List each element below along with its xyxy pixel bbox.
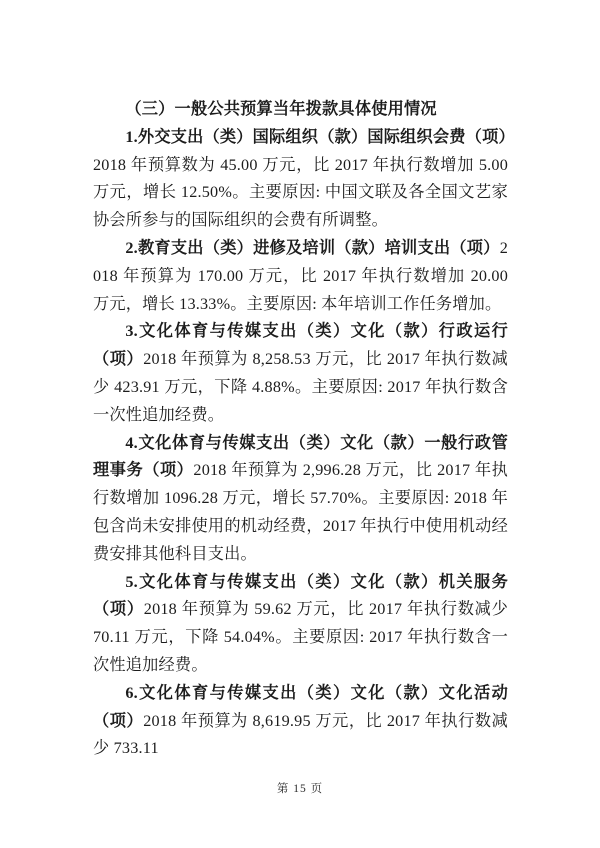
budget-item-paragraph-3 [93,318,508,429]
budget-item-paragraph-1 [93,124,515,235]
budget-item-4-body: 2018 年预算为 2,996.28 万元，比 2017 年执行数增加 1096.28 万元，增长 57.70%。主要原因: 2018 年包含尚未安排使用的机动经费，2017 年执行中使用机动经费安排其他科目支出。 [93,461,509,563]
budget-item-5-title: 5.文化体育与传媒支出（类）文化（款）机关服务（项） [93,572,508,619]
budget-item-1-title: 1.外交支出（类）国际组织（款）国际组织会费（项） [125,127,515,146]
budget-item-2-body: 2018 年预算为 170.00 万元，比 2017 年执行数增加 20.00 万元，增长 13.33%。主要原因: 本年培训工作任务增加。 [93,238,508,313]
budget-item-paragraph-4 [93,430,508,569]
budget-item-paragraph-2 [93,235,508,318]
budget-item-5-body: 2018 年预算为 59.62 万元，比 2017 年执行数减少 70.11 万元，下降 54.04%。主要原因: 2017 年执行数含一次性追加经费。 [93,600,508,674]
page-number: 第 15 页 [276,783,324,795]
budget-item-paragraph-5 [93,569,508,680]
budget-item-4-title: 4.文化体育与传媒支出（类）文化（款）一般行政管理事务（项） [93,433,508,480]
budget-item-paragraph-6 [93,680,508,763]
budget-item-6-body: 2018 年预算为 8,619.95 万元，比 2017 年执行数减少 733.11 [93,711,508,758]
section-heading: （三）一般公共预算当年拨款具体使用情况 [125,100,437,118]
budget-item-1-body: 2018 年预算数为 45.00 万元，比 2017 年执行数增加 5.00 万元，增长 12.50%。主要原因: 中国文联及各全国文艺家协会所参与的国际组织的会费有所调整。 [93,155,508,230]
budget-item-3-body: 2018 年预算为 8,258.53 万元，比 2017 年执行数减少 423.91 万元，下降 4.88%。主要原因: 2017 年执行数含一次性追加经费。 [93,350,508,424]
page-body-text [93,96,515,763]
budget-item-3-title: 3.文化体育与传媒支出（类）文化（款）行政运行（项） [93,322,508,369]
budget-item-6-title: 6.文化体育与传媒支出（类）文化（款）文化活动（项） [93,683,508,730]
budget-item-2-title: 2.教育支出（类）进修及培训（款）培训支出（项） [125,238,500,257]
